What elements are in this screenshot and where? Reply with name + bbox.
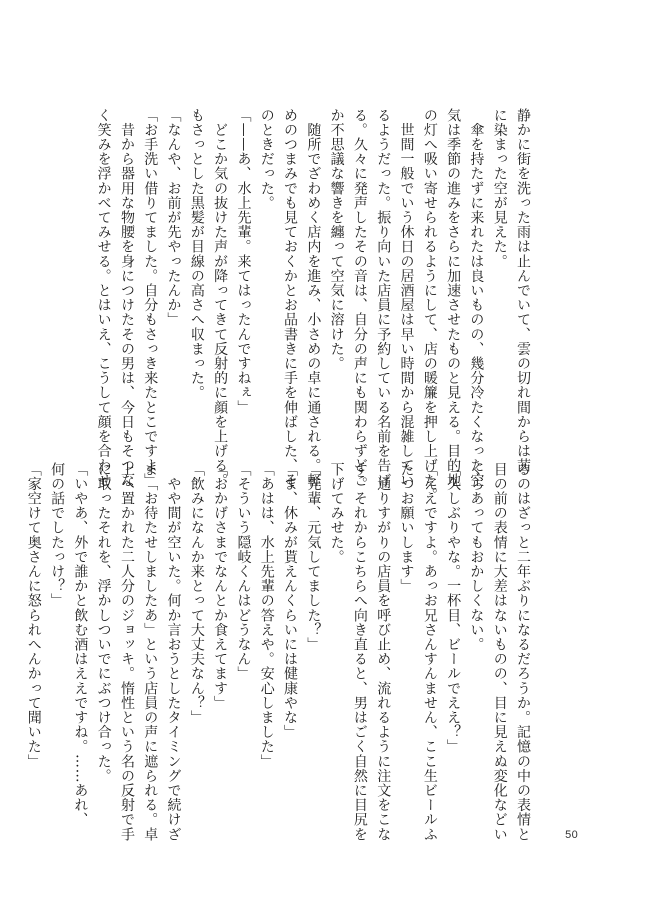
page-number: 50 xyxy=(565,829,578,841)
text-line: 通りすがりの店員を呼び止め、流れるように注文をこな xyxy=(375,462,392,842)
text-line: どこか気の抜けた声が降ってきて反射的に顔を上げる。 xyxy=(212,108,229,488)
text-line: 「あはは、水上先輩の答えや。安心しました」 xyxy=(258,462,275,769)
text-line: く笑みを浮かべてみせる。とはいえ、こうして顔を合わせ xyxy=(95,108,112,488)
text-line: 目の前の表情に大差はないものの、目に見えぬ変化などい xyxy=(491,462,508,842)
text-line: 随所でざわめく店内を進み、小さめの卓に通される。軽 xyxy=(305,108,322,488)
text-line: 「飲みになんか来とって大丈夫なん？」 xyxy=(188,462,205,725)
text-line: 「お手洗い借りてました。自分もさっき来たとこですよ」 xyxy=(142,108,159,488)
text-line: 昔から器用な物腰を身につけたその男は、今日もそつな xyxy=(118,108,135,488)
text-line: に染まった空が見えた。 xyxy=(491,108,508,269)
text-line: 「いやあ、外で誰かと飲む酒はええですね。……あれ、 xyxy=(72,462,89,827)
text-line: るのはざっと二年ぶりになるだろうか。記憶の中の表情と xyxy=(515,462,531,842)
text-line: 「なんや、お前が先やったんか」 xyxy=(165,108,182,327)
text-line: 上へ置かれた二人分のジョッキ。惰性という名の反射で手 xyxy=(118,462,135,842)
text-line: 「久しぶりやな。一杯目、ビールでええ？」 xyxy=(445,462,462,754)
text-line: か不思議な響きを纏って空気に溶けた。 xyxy=(328,108,345,371)
text-line: 「家空けて奥さんに怒られへんかって聞いた」 xyxy=(25,462,42,769)
body-text-lower xyxy=(25,462,534,842)
text-line: くらあってもおかしくない。 xyxy=(468,462,485,652)
text-line: 「先輩、元気してました？」 xyxy=(305,462,322,652)
text-line: めのつまみでも見ておくかとお品書きに手を伸ばした、そ xyxy=(282,108,299,488)
text-line: る。久々に発声したその音は、自分の声にも関わらずどこ xyxy=(351,108,368,488)
text-line: 何の話でしたっけ？」 xyxy=(49,462,66,608)
text-line: 気は季節の進みをさらに加速させたものと見える。目的地 xyxy=(445,108,462,488)
text-line: 「ま、休みが貰えんくらいには健康やな」 xyxy=(282,462,299,740)
text-line: に取ったそれを、浮かしついでにぶつけ合った。 xyxy=(95,462,112,784)
text-line: ま「お待たせしましたあ」という店員の声に遮られる。卓 xyxy=(142,462,159,842)
body-text-upper xyxy=(95,108,534,503)
text-line: やや間が空いた。何か言おうとしたタイミングで続けざ xyxy=(165,462,182,842)
text-line: 「おかげさまでなんとか食えてます」 xyxy=(212,462,229,711)
text-line: 「ええですよ。あっお兄さんすんません、ここ生ビールふ xyxy=(421,462,438,842)
text-line: 世間一般でいう休日の居酒屋は早い時間から混雑してい xyxy=(398,108,415,488)
text-line: るようだった。振り向いた店員に予約している名前を告げ xyxy=(375,108,392,488)
text-line: 傘を持たずに来れたは良いものの、幾分冷たくなった空 xyxy=(468,108,485,488)
text-line: たつお願いします」 xyxy=(398,462,415,594)
text-line: 「そういう隠岐くんはどうなん」 xyxy=(235,462,252,681)
text-line: 静かに街を洗った雨は止んでいて、雲の切れ間からは茜 xyxy=(515,108,531,473)
text-line: 下げてみせた。 xyxy=(328,462,345,565)
text-line: もさっとした黒髪が目線の高さへ収まった。 xyxy=(188,108,205,400)
text-line: す。それからこちらへ向き直ると、男はごく自然に目尻を xyxy=(351,462,368,842)
text-line: 「——あ、水上先輩。来てはったんですねぇ」 xyxy=(235,108,252,415)
text-line: の灯へ吸い寄せられるようにして、店の暖簾を押し上げた。 xyxy=(421,108,438,503)
text-line: のときだった。 xyxy=(258,108,275,211)
